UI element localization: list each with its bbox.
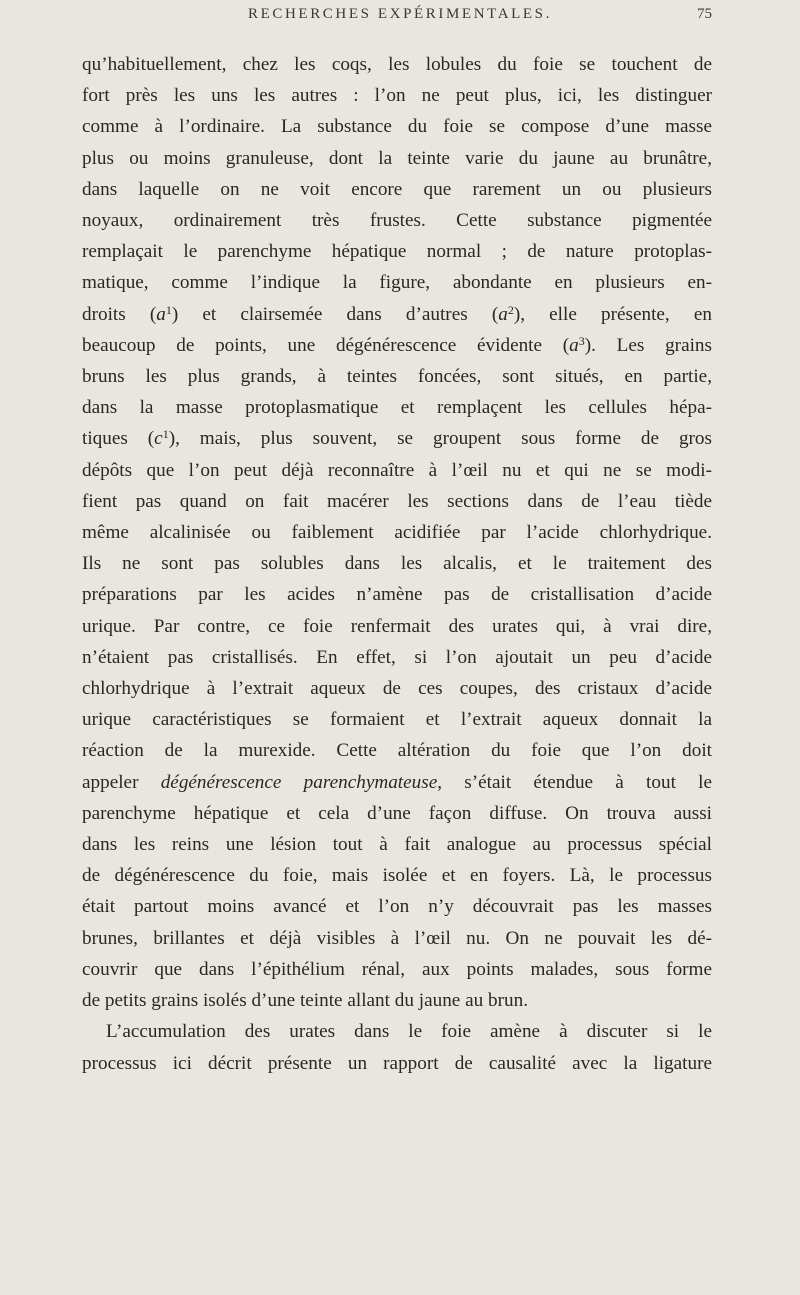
running-title: RECHERCHES EXPÉRIMENTALES. bbox=[248, 6, 552, 22]
text-line: dans laquelle on ne voit encore que rarement un ou plusieurs bbox=[82, 178, 712, 200]
text-segment: appeler bbox=[82, 771, 161, 793]
running-head bbox=[0, 0, 800, 30]
text-line: préparations par les acides n’amène pas de cristallisation d’acide bbox=[82, 584, 712, 606]
text-line: plus ou moins granuleuse, dont la teinte varie du jaune au brunâtre, bbox=[82, 147, 712, 169]
figure-reference: c bbox=[154, 428, 163, 450]
page-number: 75 bbox=[697, 6, 712, 22]
text-line: réaction de la murexide. Cette altération du foie que l’on doit bbox=[82, 740, 712, 762]
text-line: processus ici décrit présente un rapport de causalité avec la ligature bbox=[82, 1052, 712, 1074]
figure-reference-index: 2 bbox=[507, 302, 514, 317]
text-line: remplaçait le parenchyme hépatique normal ; de nature protoplas- bbox=[82, 241, 712, 263]
text-line: comme à l’ordinaire. La substance du foie se compose d’une masse bbox=[82, 116, 712, 138]
text-line: urique caractéristiques se formaient et l’extrait aqueux donnait la bbox=[82, 709, 712, 731]
text-line: bruns les plus grands, à teintes foncées, sont situés, en partie, bbox=[82, 366, 712, 388]
text-line: n’étaient pas cristallisés. En effet, si l’on ajoutait un peu d’acide bbox=[82, 646, 712, 668]
text-segment: beaucoup de points, une dégénérescence évidente ( bbox=[82, 334, 570, 356]
text-line: fort près les uns les autres : l’on ne peut plus, ici, les distinguer bbox=[82, 85, 712, 107]
italic-term: dégénérescence parenchymateuse bbox=[160, 771, 438, 793]
text-segment: , s’était étendue à tout le bbox=[437, 771, 712, 793]
text-line: même alcalinisée ou faiblement acidifiée par l’acide chlorhydrique. bbox=[82, 522, 712, 544]
text-line: urique. Par contre, ce foie renfermait des urates qui, à vrai dire, bbox=[82, 615, 712, 637]
text-line: L’accumulation des urates dans le foie amène à discuter si le bbox=[106, 1021, 712, 1043]
text-segment: ), elle présente, en bbox=[513, 303, 712, 325]
text-segment: droits ( bbox=[82, 303, 157, 325]
figure-reference: a bbox=[498, 303, 508, 325]
text-line: noyaux, ordinairement très frustes. Cette substance pigmentée bbox=[82, 210, 712, 232]
figure-reference-index: 3 bbox=[578, 333, 585, 348]
text-line bbox=[82, 423, 712, 454]
text-segment: tiques ( bbox=[82, 428, 155, 450]
text-segment: ), mais, plus souvent, se groupent sous forme de gros bbox=[168, 428, 712, 450]
text-line bbox=[82, 330, 712, 361]
text-line: dans la masse protoplasmatique et remplaçent les cellules hépa- bbox=[82, 397, 712, 419]
figure-reference: a bbox=[156, 303, 166, 325]
text-line: brunes, brillantes et déjà visibles à l’œil nu. On ne pouvait les dé- bbox=[82, 927, 712, 949]
figure-reference-index: 1 bbox=[165, 302, 172, 317]
text-line: Ils ne sont pas solubles dans les alcalis, et le traitement des bbox=[82, 553, 712, 575]
figure-reference-index: 1 bbox=[162, 427, 169, 442]
text-segment: ) et clairsemée dans d’autres ( bbox=[171, 303, 499, 325]
text-line bbox=[82, 767, 712, 798]
text-line: fient pas quand on fait macérer les sections dans de l’eau tiède bbox=[82, 490, 712, 512]
text-line: était partout moins avancé et l’on n’y découvrait pas les masses bbox=[82, 896, 712, 918]
text-line: qu’habituellement, chez les coqs, les lobules du foie se touchent de bbox=[82, 54, 712, 75]
text-line: matique, comme l’indique la figure, abondante en plusieurs en- bbox=[82, 272, 712, 294]
text-line: dans les reins une lésion tout à fait analogue au processus spécial bbox=[82, 834, 712, 856]
figure-reference: a bbox=[569, 334, 579, 356]
text-line: de dégénérescence du foie, mais isolée et en foyers. Là, le processus bbox=[82, 865, 712, 887]
text-line: parenchyme hépatique et cela d’une façon diffuse. On trouva aussi bbox=[82, 802, 712, 824]
text-line: chlorhydrique à l’extrait aqueux de ces coupes, des cristaux d’acide bbox=[82, 678, 712, 700]
text-line bbox=[82, 299, 712, 330]
text-segment: ). Les grains bbox=[584, 334, 712, 356]
text-line: couvrir que dans l’épithélium rénal, aux points malades, sous forme bbox=[82, 958, 712, 980]
body-text bbox=[82, 49, 712, 1079]
text-line: dépôts que l’on peut déjà reconnaître à l’œil nu et qui ne se modi- bbox=[82, 459, 712, 481]
text-line: de petits grains isolés d’une teinte allant du jaune au brun. bbox=[82, 990, 528, 1012]
